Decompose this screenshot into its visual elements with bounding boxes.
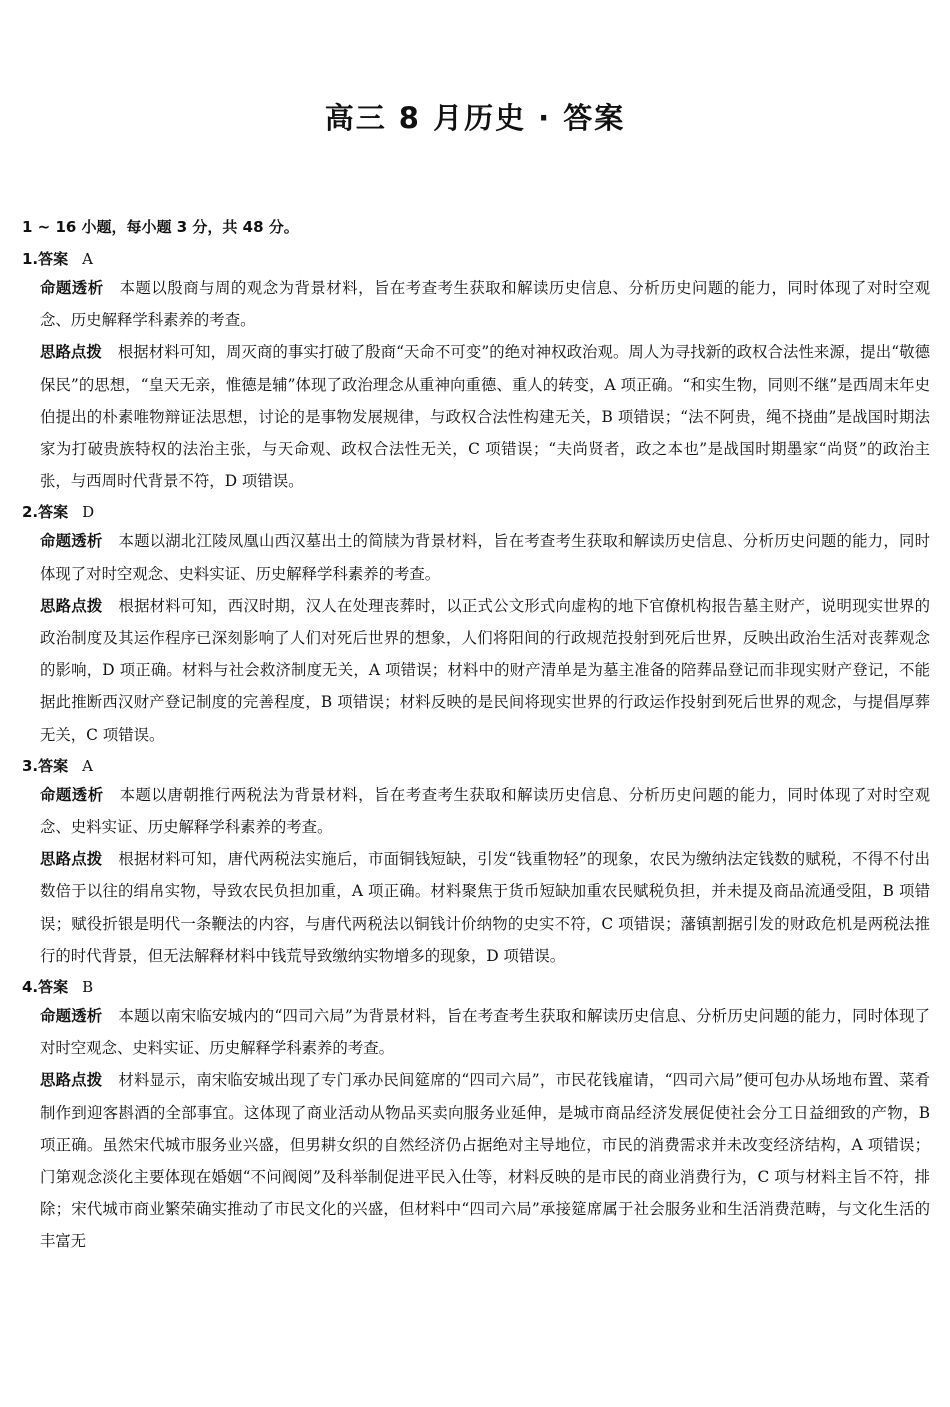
question-number: 4. (22, 978, 39, 997)
answer-value: A (82, 756, 93, 775)
analysis-label: 命题透析 (40, 1007, 103, 1026)
reasoning-label: 思路点拨 (40, 850, 103, 869)
analysis-paragraph (40, 1000, 930, 1064)
question-item (22, 499, 930, 750)
answer-label: 答案 (38, 978, 69, 997)
analysis-label: 命题透析 (40, 279, 104, 297)
reasoning-paragraph (40, 843, 930, 972)
analysis-label: 命题透析 (40, 532, 103, 551)
reasoning-label: 思路点拨 (40, 343, 102, 362)
question-item (22, 974, 930, 1258)
reasoning-paragraph (40, 1064, 930, 1257)
analysis-paragraph (40, 525, 930, 589)
analysis-text: 本题以殷商与周的观念为背景材料，旨在考查考生获取和解读历史信息、分析历史问题的能力，同时体现了对时空观念、历史解释学科素养的考查。 (40, 279, 930, 330)
analysis-text: 本题以南宋临安城内的“四司六局”为背景材料，旨在考查考生获取和解读历史信息、分析历史问题的能力，同时体现了对时空观念、史料实证、历史解释学科素养的考查。 (40, 1007, 930, 1058)
reasoning-label: 思路点拨 (40, 1071, 103, 1090)
reasoning-text: 根据材料可知，唐代两税法实施后，市面铜钱短缺，引发“钱重物轻”的现象，农民为缴纳法定钱数的赋税，不得不付出数倍于以往的绢帛实物，导致农民负担加重，A 项正确。材料聚焦于货币短缺加重农民赋税负担，并未提及商品流通受阻，B 项错误；赋役折银是明代一条鞭法的内容，与唐代两税法以铜钱计价纳物的史实不符，C 项错误；藩镇割据引发的财政危机是两税法推行的时代背景，但无法解释材料中钱荒导致缴纳实物增多的现象，D 项错误。 (40, 850, 930, 965)
analysis-text: 本题以唐朝推行两税法为背景材料，旨在考查考生获取和解读历史信息、分析历史问题的能力，同时体现了对时空观念、史料实证、历史解释学科素养的考查。 (40, 785, 930, 837)
answer-label: 答案 (38, 503, 69, 522)
page-title: 高三 8 月历史 · 答案 (324, 101, 626, 135)
question-item (22, 246, 930, 497)
answer-label: 答案 (38, 756, 69, 775)
question-header (22, 974, 930, 1000)
analysis-paragraph (40, 272, 930, 336)
question-number: 3. (22, 756, 39, 775)
section-intro: 1 ~ 16 小题，每小题 3 分，共 48 分。 (22, 218, 299, 236)
answer-label: 答案 (38, 250, 69, 268)
analysis-label: 命题透析 (40, 785, 104, 804)
analysis-text: 本题以湖北江陵凤凰山西汉墓出土的简牍为背景材料，旨在考查考生获取和解读历史信息、分析历史问题的能力，同时体现了对时空观念、史料实证、历史解释学科素养的考查。 (40, 532, 930, 583)
question-header (22, 753, 930, 779)
answer-value: D (82, 503, 95, 522)
question-number: 2. (22, 503, 39, 522)
reasoning-text: 根据材料可知，西汉时期，汉人在处理丧葬时，以正式公文形式向虚构的地下官僚机构报告墓主财产，说明现实世界的政治制度及其运作程序已深刻影响了人们对死后世界的想象，人们将阳间的行政规范投射到死后世界，反映出政治生活对丧葬观念的影响，D 项正确。材料与社会救济制度无关，A 项错误；材料中的财产清单是为墓主准备的陪葬品登记而非现实财产登记，不能据此推断西汉财产登记制度的完善程度，B 项错误；材料反映的是民间将现实世界的行政运作投射到死后世界的观念，与提倡厚葬无关，C 项错误。 (40, 596, 930, 744)
answer-value: B (82, 978, 94, 997)
reasoning-paragraph (40, 336, 930, 497)
question-item (22, 753, 930, 972)
reasoning-text: 根据材料可知，周灭商的事实打破了殷商“天命不可变”的绝对神权政治观。周人为寻找新的政权合法性来源，提出“敬德保民”的思想，“皇天无亲，惟德是辅”体现了政治理念从重神向重德、重人的转变，A 项正确。“和实生物，同则不继”是西周末年史伯提出的朴素唯物辩证法思想，讨论的是事物发展规律，与政权合法性构建无关，B 项错误；“法不阿贵，绳不挠曲”是战国时期法家为打破贵族特权的法治主张，与天命观、政权合法性无关，C 项错误；“夫尚贤者，政之本也”是战国时期墨家“尚贤”的政治主张，与西周时代背景不符，D 项错误。 (40, 343, 930, 491)
question-header (22, 246, 930, 272)
analysis-paragraph (40, 779, 930, 843)
reasoning-label: 思路点拨 (40, 596, 103, 615)
question-header (22, 499, 930, 525)
question-number: 1. (22, 250, 39, 268)
question-list (22, 246, 930, 1258)
reasoning-text: 材料显示，南宋临安城出现了专门承办民间筵席的“四司六局”，市民花钱雇请，“四司六局”便可包办从场地布置、菜肴制作到迎客斟酒的全部事宜。这体现了商业活动从物品买卖向服务业延伸，是城市商品经济发展促使社会分工日益细致的产物，B 项正确。虽然宋代城市服务业兴盛，但男耕女织的自然经济仍占据绝对主导地位，市民的消费需求并未改变经济结构，A 项错误；门第观念淡化主要体现在婚姻“不问阀阅”及科举制促进平民入仕等，材料反映的是市民的商业消费行为，C 项与材料主旨不符，排除；宋代城市商业繁荣确实推动了市民文化的兴盛，但材料中“四司六局”承接筵席属于社会服务业和生活消费范畴，与文化生活的丰富无 (40, 1071, 930, 1251)
answer-value: A (82, 250, 93, 268)
reasoning-paragraph (40, 590, 930, 751)
